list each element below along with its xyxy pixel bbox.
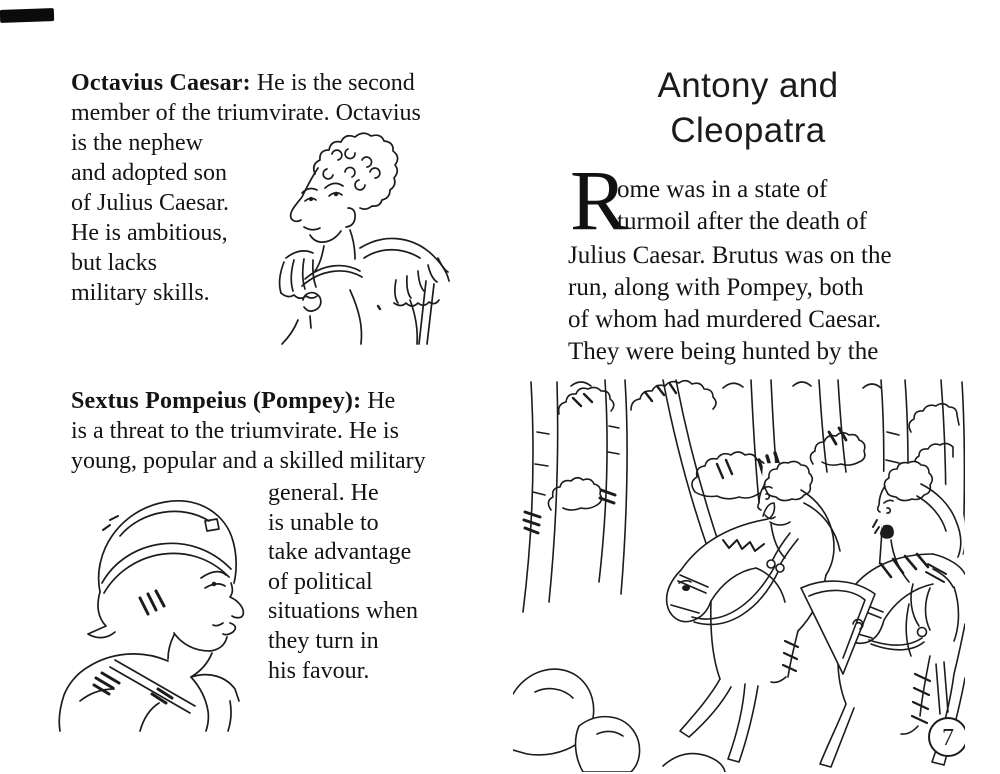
pompey-soldier-illustration (40, 470, 280, 732)
body-paragraph-indented (617, 174, 867, 238)
paragraph-line: general. He (268, 480, 379, 506)
paragraph-line: They were being hunted by the (568, 338, 879, 365)
paragraph-line: of Julius Caesar. (71, 190, 229, 216)
paragraph-line: take advantage (268, 539, 412, 566)
body-paragraph (568, 240, 892, 368)
paragraph-line: his favour. (268, 657, 370, 684)
paragraph-line: He is ambitious, (71, 220, 228, 246)
paragraph-line: member of the triumvirate. Octavius (71, 100, 421, 126)
paragraph-line: is unable to (268, 509, 379, 536)
paragraph-line: and adopted son (71, 160, 227, 186)
chapter-title (570, 63, 926, 153)
paragraph-line: situations when (268, 598, 418, 625)
character-name-bold: Octavius Caesar: (71, 70, 251, 96)
paragraph-line: ome was in a state of (617, 176, 828, 203)
character-name-bold: Sextus Pompeius (Pompey): (71, 388, 362, 414)
paragraph-line: they turn in (268, 627, 379, 654)
octavius-portrait-illustration (258, 128, 468, 346)
chapter-title-line1: Antony and (657, 66, 839, 105)
paragraph-line: is a threat to the triumvirate. He is (71, 418, 399, 444)
left-page-pompey-paragraph (71, 386, 426, 476)
paragraph-line: of whom had murdered Caesar. (568, 306, 882, 333)
paragraph-text: He is the second (250, 70, 415, 96)
chapter-title-line2: Cleopatra (670, 111, 826, 150)
paragraph-line: of political (268, 568, 373, 595)
paragraph-line: is the nephew (71, 130, 203, 156)
left-page-pompey-paragraph-wrap (268, 479, 418, 686)
paragraph-line: Julius Caesar. Brutus was on the (568, 242, 892, 269)
paragraph-text: He (361, 388, 396, 414)
paragraph-line: young, popular and a skilled military (71, 448, 426, 474)
paragraph-line: run, along with Pompey, both (568, 274, 864, 301)
drop-cap: R (570, 152, 628, 248)
paragraph-line: but lacks (71, 250, 157, 276)
paragraph-line (71, 386, 426, 416)
paragraph-line: turmoil after the death of (617, 208, 867, 235)
scan-artifact-mark (0, 8, 54, 23)
page-number: 7 (942, 725, 954, 751)
paragraph-line (71, 68, 421, 98)
paragraph-line: military skills. (71, 280, 210, 306)
horsemen-forest-illustration (513, 372, 965, 772)
